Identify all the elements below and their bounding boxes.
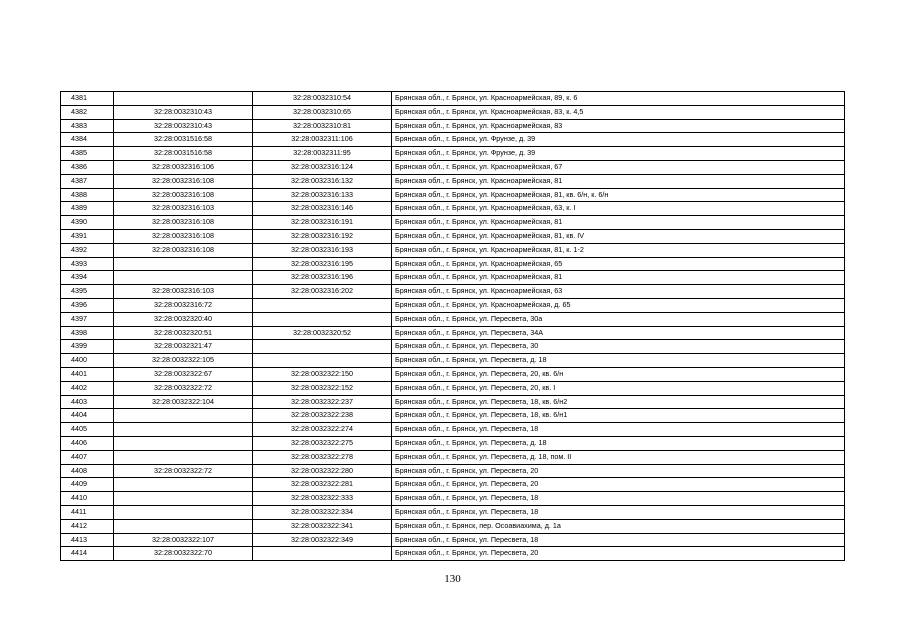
address-cell: Брянская обл., г. Брянск, ул. Красноармейская, 63 [392, 285, 845, 299]
object-cadastral-number-cell: 32:28:0032310:65 [253, 105, 392, 119]
address-cell: Брянская обл., г. Брянск, ул. Красноармейская, 81 [392, 271, 845, 285]
row-number-cell: 4407 [61, 450, 114, 464]
row-number-cell: 4381 [61, 92, 114, 106]
table-row [61, 257, 845, 271]
object-cadastral-number-cell: 32:28:0032316:132 [253, 174, 392, 188]
address-cell: Брянская обл., г. Брянск, ул. Красноармейская, 83, к. 4,5 [392, 105, 845, 119]
table-row [61, 409, 845, 423]
table-row [61, 133, 845, 147]
address-cell: Брянская обл., г. Брянск, ул. Пересвета, 30 [392, 340, 845, 354]
row-number-cell: 4398 [61, 326, 114, 340]
row-number-cell: 4390 [61, 216, 114, 230]
address-cell: Брянская обл., г. Брянск, ул. Пересвета, д. 18 [392, 436, 845, 450]
table-row [61, 395, 845, 409]
address-cell: Брянская обл., г. Брянск, ул. Пересвета, д. 18 [392, 354, 845, 368]
row-number-cell: 4393 [61, 257, 114, 271]
object-cadastral-number-cell: 32:28:0032316:124 [253, 160, 392, 174]
object-cadastral-number-cell: 32:28:0032316:196 [253, 271, 392, 285]
address-cell: Брянская обл., г. Брянск, ул. Пересвета, 18 [392, 423, 845, 437]
table-row [61, 519, 845, 533]
row-number-cell: 4395 [61, 285, 114, 299]
land-cadastral-number-cell: 32:28:0032322:105 [114, 354, 253, 368]
registry-table [60, 91, 845, 561]
land-cadastral-number-cell: 32:28:0032320:40 [114, 312, 253, 326]
address-cell: Брянская обл., г. Брянск, ул. Пересвета, 34А [392, 326, 845, 340]
row-number-cell: 4404 [61, 409, 114, 423]
land-cadastral-number-cell [114, 436, 253, 450]
address-cell: Брянская обл., г. Брянск, ул. Пересвета, 20, кв. 6/н [392, 367, 845, 381]
land-cadastral-number-cell [114, 519, 253, 533]
table-row [61, 243, 845, 257]
address-cell: Брянская обл., г. Брянск, ул. Красноармейская, 81 [392, 216, 845, 230]
land-cadastral-number-cell: 32:28:0032322:72 [114, 381, 253, 395]
address-cell: Брянская обл., г. Брянск, ул. Красноармейская, 81 [392, 174, 845, 188]
address-cell: Брянская обл., г. Брянск, ул. Пересвета, 20 [392, 464, 845, 478]
land-cadastral-number-cell [114, 505, 253, 519]
object-cadastral-number-cell: 32:28:0032320:52 [253, 326, 392, 340]
row-number-cell: 4385 [61, 147, 114, 161]
address-cell: Брянская обл., г. Брянск, ул. Фрунзе, д. 39 [392, 133, 845, 147]
land-cadastral-number-cell: 32:28:0032310:43 [114, 119, 253, 133]
address-cell: Брянская обл., г. Брянск, ул. Красноармейская, 89, к. 6 [392, 92, 845, 106]
object-cadastral-number-cell: 32:28:0032316:202 [253, 285, 392, 299]
row-number-cell: 4384 [61, 133, 114, 147]
row-number-cell: 4386 [61, 160, 114, 174]
land-cadastral-number-cell: 32:28:0032322:72 [114, 464, 253, 478]
object-cadastral-number-cell: 32:28:0032322:275 [253, 436, 392, 450]
table-row [61, 423, 845, 437]
object-cadastral-number-cell [253, 340, 392, 354]
address-cell: Брянская обл., г. Брянск, ул. Фрунзе, д. 39 [392, 147, 845, 161]
table-row [61, 547, 845, 561]
row-number-cell: 4408 [61, 464, 114, 478]
table-row [61, 436, 845, 450]
table-row [61, 147, 845, 161]
land-cadastral-number-cell: 32:28:0032316:108 [114, 216, 253, 230]
table-row [61, 188, 845, 202]
address-cell: Брянская обл., г. Брянск, ул. Пересвета, 18 [392, 533, 845, 547]
object-cadastral-number-cell: 32:28:0032322:349 [253, 533, 392, 547]
object-cadastral-number-cell [253, 312, 392, 326]
address-cell: Брянская обл., г. Брянск, пер. Осоавиахима, д. 1а [392, 519, 845, 533]
row-number-cell: 4400 [61, 354, 114, 368]
row-number-cell: 4382 [61, 105, 114, 119]
table-row [61, 105, 845, 119]
row-number-cell: 4406 [61, 436, 114, 450]
land-cadastral-number-cell: 32:28:0031516:58 [114, 133, 253, 147]
object-cadastral-number-cell: 32:28:0032316:195 [253, 257, 392, 271]
table-row [61, 533, 845, 547]
object-cadastral-number-cell: 32:28:0032322:341 [253, 519, 392, 533]
table-row [61, 202, 845, 216]
table-row [61, 312, 845, 326]
land-cadastral-number-cell [114, 423, 253, 437]
address-cell: Брянская обл., г. Брянск, ул. Красноармейская, 83 [392, 119, 845, 133]
table-row [61, 450, 845, 464]
land-cadastral-number-cell: 32:28:0032316:103 [114, 285, 253, 299]
address-cell: Брянская обл., г. Брянск, ул. Красноармейская, 67 [392, 160, 845, 174]
row-number-cell: 4397 [61, 312, 114, 326]
table-row [61, 505, 845, 519]
object-cadastral-number-cell [253, 354, 392, 368]
object-cadastral-number-cell: 32:28:0032316:192 [253, 229, 392, 243]
land-cadastral-number-cell: 32:28:0032322:70 [114, 547, 253, 561]
object-cadastral-number-cell: 32:28:0032322:280 [253, 464, 392, 478]
registry-table-body [61, 92, 845, 561]
table-row [61, 92, 845, 106]
land-cadastral-number-cell: 32:28:0032322:104 [114, 395, 253, 409]
object-cadastral-number-cell: 32:28:0032322:334 [253, 505, 392, 519]
row-number-cell: 4401 [61, 367, 114, 381]
table-row [61, 216, 845, 230]
table-row [61, 492, 845, 506]
land-cadastral-number-cell: 32:28:0032316:108 [114, 188, 253, 202]
land-cadastral-number-cell: 32:28:0031516:58 [114, 147, 253, 161]
table-row [61, 354, 845, 368]
address-cell: Брянская обл., г. Брянск, ул. Пересвета, 20 [392, 478, 845, 492]
land-cadastral-number-cell [114, 450, 253, 464]
row-number-cell: 4414 [61, 547, 114, 561]
table-row [61, 340, 845, 354]
land-cadastral-number-cell: 32:28:0032316:108 [114, 229, 253, 243]
row-number-cell: 4405 [61, 423, 114, 437]
land-cadastral-number-cell [114, 271, 253, 285]
page-number: 130 [444, 573, 461, 585]
object-cadastral-number-cell: 32:28:0032322:238 [253, 409, 392, 423]
object-cadastral-number-cell: 32:28:0032322:333 [253, 492, 392, 506]
address-cell: Брянская обл., г. Брянск, ул. Красноармейская, 65 [392, 257, 845, 271]
object-cadastral-number-cell: 32:28:0032316:133 [253, 188, 392, 202]
table-row [61, 229, 845, 243]
table-row [61, 119, 845, 133]
object-cadastral-number-cell: 32:28:0032310:81 [253, 119, 392, 133]
table-row [61, 174, 845, 188]
address-cell: Брянская обл., г. Брянск, ул. Красноармейская, д. 65 [392, 298, 845, 312]
row-number-cell: 4409 [61, 478, 114, 492]
land-cadastral-number-cell [114, 409, 253, 423]
table-row [61, 285, 845, 299]
row-number-cell: 4387 [61, 174, 114, 188]
address-cell: Брянская обл., г. Брянск, ул. Пересвета, 18 [392, 505, 845, 519]
land-cadastral-number-cell: 32:28:0032316:72 [114, 298, 253, 312]
row-number-cell: 4392 [61, 243, 114, 257]
land-cadastral-number-cell: 32:28:0032316:108 [114, 243, 253, 257]
address-cell: Брянская обл., г. Брянск, ул. Пересвета, 20, кв. I [392, 381, 845, 395]
address-cell: Брянская обл., г. Брянск, ул. Пересвета, 18, кв. 6/н2 [392, 395, 845, 409]
object-cadastral-number-cell: 32:28:0032316:146 [253, 202, 392, 216]
row-number-cell: 4411 [61, 505, 114, 519]
address-cell: Брянская обл., г. Брянск, ул. Пересвета, 18 [392, 492, 845, 506]
row-number-cell: 4410 [61, 492, 114, 506]
object-cadastral-number-cell: 32:28:0032316:193 [253, 243, 392, 257]
table-row [61, 298, 845, 312]
land-cadastral-number-cell: 32:28:0032310:43 [114, 105, 253, 119]
object-cadastral-number-cell: 32:28:0032322:274 [253, 423, 392, 437]
table-row [61, 326, 845, 340]
land-cadastral-number-cell: 32:28:0032322:107 [114, 533, 253, 547]
table-row [61, 464, 845, 478]
land-cadastral-number-cell: 32:28:0032321:47 [114, 340, 253, 354]
table-row [61, 367, 845, 381]
row-number-cell: 4399 [61, 340, 114, 354]
row-number-cell: 4402 [61, 381, 114, 395]
table-row [61, 381, 845, 395]
land-cadastral-number-cell: 32:28:0032316:108 [114, 174, 253, 188]
table-row [61, 478, 845, 492]
land-cadastral-number-cell [114, 478, 253, 492]
object-cadastral-number-cell: 32:28:0032316:191 [253, 216, 392, 230]
address-cell: Брянская обл., г. Брянск, ул. Красноармейская, 81, кв. 6/н, к. 6/н [392, 188, 845, 202]
address-cell: Брянская обл., г. Брянск, ул. Пересвета, 30а [392, 312, 845, 326]
row-number-cell: 4412 [61, 519, 114, 533]
address-cell: Брянская обл., г. Брянск, ул. Красноармейская, 81, к. 1-2 [392, 243, 845, 257]
object-cadastral-number-cell [253, 547, 392, 561]
object-cadastral-number-cell: 32:28:0032322:281 [253, 478, 392, 492]
land-cadastral-number-cell [114, 492, 253, 506]
object-cadastral-number-cell: 32:28:0032311:95 [253, 147, 392, 161]
address-cell: Брянская обл., г. Брянск, ул. Пересвета, 20 [392, 547, 845, 561]
row-number-cell: 4388 [61, 188, 114, 202]
object-cadastral-number-cell [253, 298, 392, 312]
land-cadastral-number-cell: 32:28:0032320:51 [114, 326, 253, 340]
land-cadastral-number-cell: 32:28:0032316:103 [114, 202, 253, 216]
land-cadastral-number-cell [114, 92, 253, 106]
row-number-cell: 4389 [61, 202, 114, 216]
table-row [61, 160, 845, 174]
land-cadastral-number-cell [114, 257, 253, 271]
row-number-cell: 4396 [61, 298, 114, 312]
row-number-cell: 4413 [61, 533, 114, 547]
object-cadastral-number-cell: 32:28:0032311:106 [253, 133, 392, 147]
table-row [61, 271, 845, 285]
row-number-cell: 4383 [61, 119, 114, 133]
address-cell: Брянская обл., г. Брянск, ул. Пересвета, д. 18, пом. II [392, 450, 845, 464]
land-cadastral-number-cell: 32:28:0032316:106 [114, 160, 253, 174]
object-cadastral-number-cell: 32:28:0032322:150 [253, 367, 392, 381]
object-cadastral-number-cell: 32:28:0032322:278 [253, 450, 392, 464]
object-cadastral-number-cell: 32:28:0032322:237 [253, 395, 392, 409]
row-number-cell: 4394 [61, 271, 114, 285]
object-cadastral-number-cell: 32:28:0032310:54 [253, 92, 392, 106]
row-number-cell: 4391 [61, 229, 114, 243]
address-cell: Брянская обл., г. Брянск, ул. Красноармейская, 81, кв. IV [392, 229, 845, 243]
address-cell: Брянская обл., г. Брянск, ул. Пересвета, 18, кв. 6/н1 [392, 409, 845, 423]
object-cadastral-number-cell: 32:28:0032322:152 [253, 381, 392, 395]
row-number-cell: 4403 [61, 395, 114, 409]
land-cadastral-number-cell: 32:28:0032322:67 [114, 367, 253, 381]
address-cell: Брянская обл., г. Брянск, ул. Красноармейская, 63, к. I [392, 202, 845, 216]
